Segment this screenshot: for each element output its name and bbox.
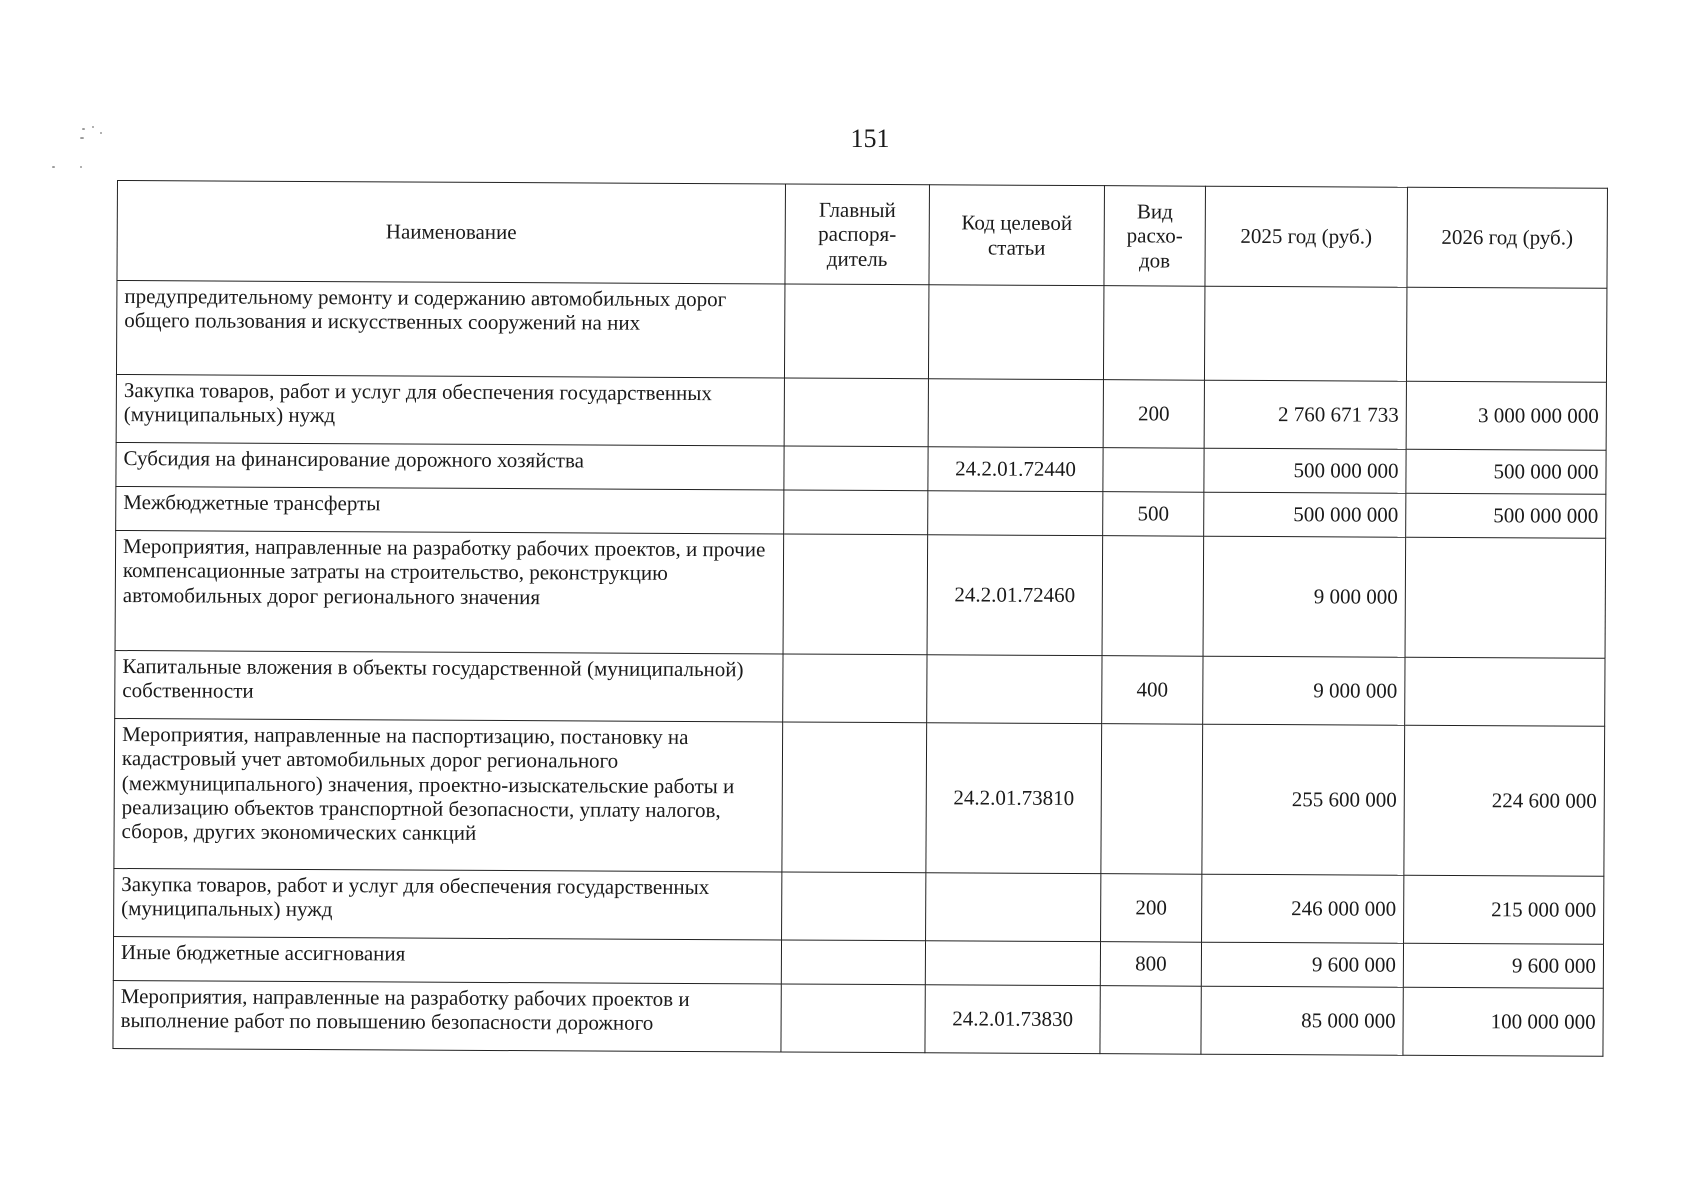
table-row [115, 530, 1606, 658]
cell-code: 24.2.01.72440 [928, 447, 1103, 492]
cell-2026: 500 000 000 [1406, 449, 1606, 494]
table-row [113, 980, 1603, 1056]
cell-name: Мероприятия, направленные на разработку рабочих проектов, и прочие компенсационные затраты на строительство, реконструкцию автомобильных дорог регионального значения [115, 530, 784, 653]
header-2026: 2026 год (руб.) [1407, 187, 1608, 288]
cell-2026: 9 600 000 [1403, 943, 1603, 988]
table-row [113, 936, 1603, 988]
cell-2025: 9 600 000 [1201, 942, 1403, 987]
cell-2025: 500 000 000 [1204, 448, 1406, 493]
cell-2025: 2 760 671 733 [1204, 380, 1406, 449]
cell-2026 [1406, 287, 1606, 382]
cell-2026: 100 000 000 [1403, 987, 1603, 1056]
cell-admin [781, 940, 925, 985]
table-row [116, 281, 1606, 383]
cell-type [1103, 448, 1204, 493]
cell-name: Капитальные вложения в объекты государственной (муниципальной) собственности [115, 650, 783, 721]
header-code: Код целевой статьи [929, 185, 1105, 286]
cell-type [1100, 986, 1201, 1055]
table-row [114, 868, 1604, 944]
cell-admin [784, 284, 928, 379]
table-row [115, 650, 1605, 726]
header-2025: 2025 год (руб.) [1205, 186, 1408, 287]
cell-name: Закупка товаров, работ и услуг для обеспечения государственных (муниципальных) нужд [114, 868, 782, 939]
cell-name: предупредительному ремонту и содержанию автомобильных дорог общего пользования и искусственных сооружений на них [116, 281, 784, 378]
cell-name: Иные бюджетные ассигнования [113, 936, 781, 983]
cell-admin [783, 534, 928, 655]
cell-type: 500 [1103, 492, 1204, 537]
cell-code: 24.2.01.73810 [926, 723, 1102, 874]
header-name: Наименование [117, 181, 786, 284]
cell-admin [784, 378, 928, 447]
cell-code: 24.2.01.72460 [927, 535, 1103, 656]
cell-type [1103, 286, 1204, 381]
cell-2026: 3 000 000 000 [1406, 381, 1606, 450]
page-number: 151 [850, 124, 890, 153]
cell-code [928, 285, 1103, 380]
cell-code [928, 379, 1103, 448]
header-admin: Главный распоря-дитель [785, 184, 930, 285]
cell-admin [784, 446, 928, 491]
cell-code [925, 941, 1100, 986]
cell-admin [782, 722, 927, 873]
cell-type: 200 [1103, 380, 1204, 449]
cell-code [928, 491, 1103, 536]
cell-type: 400 [1102, 656, 1203, 725]
cell-name: Межбюджетные трансферты [116, 486, 784, 533]
cell-name: Мероприятия, направленные на паспортизацию, постановку на кадастровый учет автомобильных дорог регионального (межмуниципального) значения, проектно-изыскательские работы и реализацию объектов транспортной безопасности, уплату налогов, сборов, других экономических санкций [114, 718, 783, 871]
cell-name: Закупка товаров, работ и услуг для обеспечения государственных (муниципальных) нужд [116, 374, 784, 445]
cell-2025 [1204, 286, 1406, 381]
cell-2026: 224 600 000 [1404, 725, 1605, 876]
cell-type: 200 [1101, 874, 1202, 943]
cell-admin [781, 984, 925, 1053]
cell-type [1102, 536, 1204, 657]
cell-name: Субсидия на финансирование дорожного хозяйства [116, 442, 784, 489]
table-row [116, 442, 1606, 494]
cell-name: Мероприятия, направленные на разработку рабочих проектов и выполнение работ по повышению безопасности дорожного [113, 980, 781, 1051]
table-row [116, 374, 1606, 450]
cell-2026 [1405, 537, 1606, 658]
cell-admin [784, 490, 928, 535]
cell-2025: 85 000 000 [1201, 986, 1403, 1055]
table-row [116, 486, 1606, 538]
budget-table [112, 180, 1608, 1057]
cell-admin [783, 654, 927, 723]
header-type: Вид расхо-дов [1104, 186, 1206, 287]
table-header-row [117, 181, 1608, 289]
cell-2025: 500 000 000 [1204, 492, 1406, 537]
cell-type [1101, 724, 1203, 875]
cell-code [927, 655, 1102, 724]
cell-2026: 500 000 000 [1406, 493, 1606, 538]
cell-2026 [1405, 657, 1605, 726]
cell-code [926, 873, 1101, 942]
cell-admin [782, 872, 926, 941]
cell-type: 800 [1100, 942, 1201, 987]
cell-2025: 246 000 000 [1202, 874, 1404, 943]
cell-2025: 9 000 000 [1203, 536, 1406, 657]
cell-2025: 9 000 000 [1203, 656, 1405, 725]
cell-2025: 255 600 000 [1202, 724, 1405, 875]
table-row [114, 718, 1605, 876]
cell-code: 24.2.01.73830 [925, 985, 1100, 1054]
cell-2026: 215 000 000 [1404, 875, 1604, 944]
